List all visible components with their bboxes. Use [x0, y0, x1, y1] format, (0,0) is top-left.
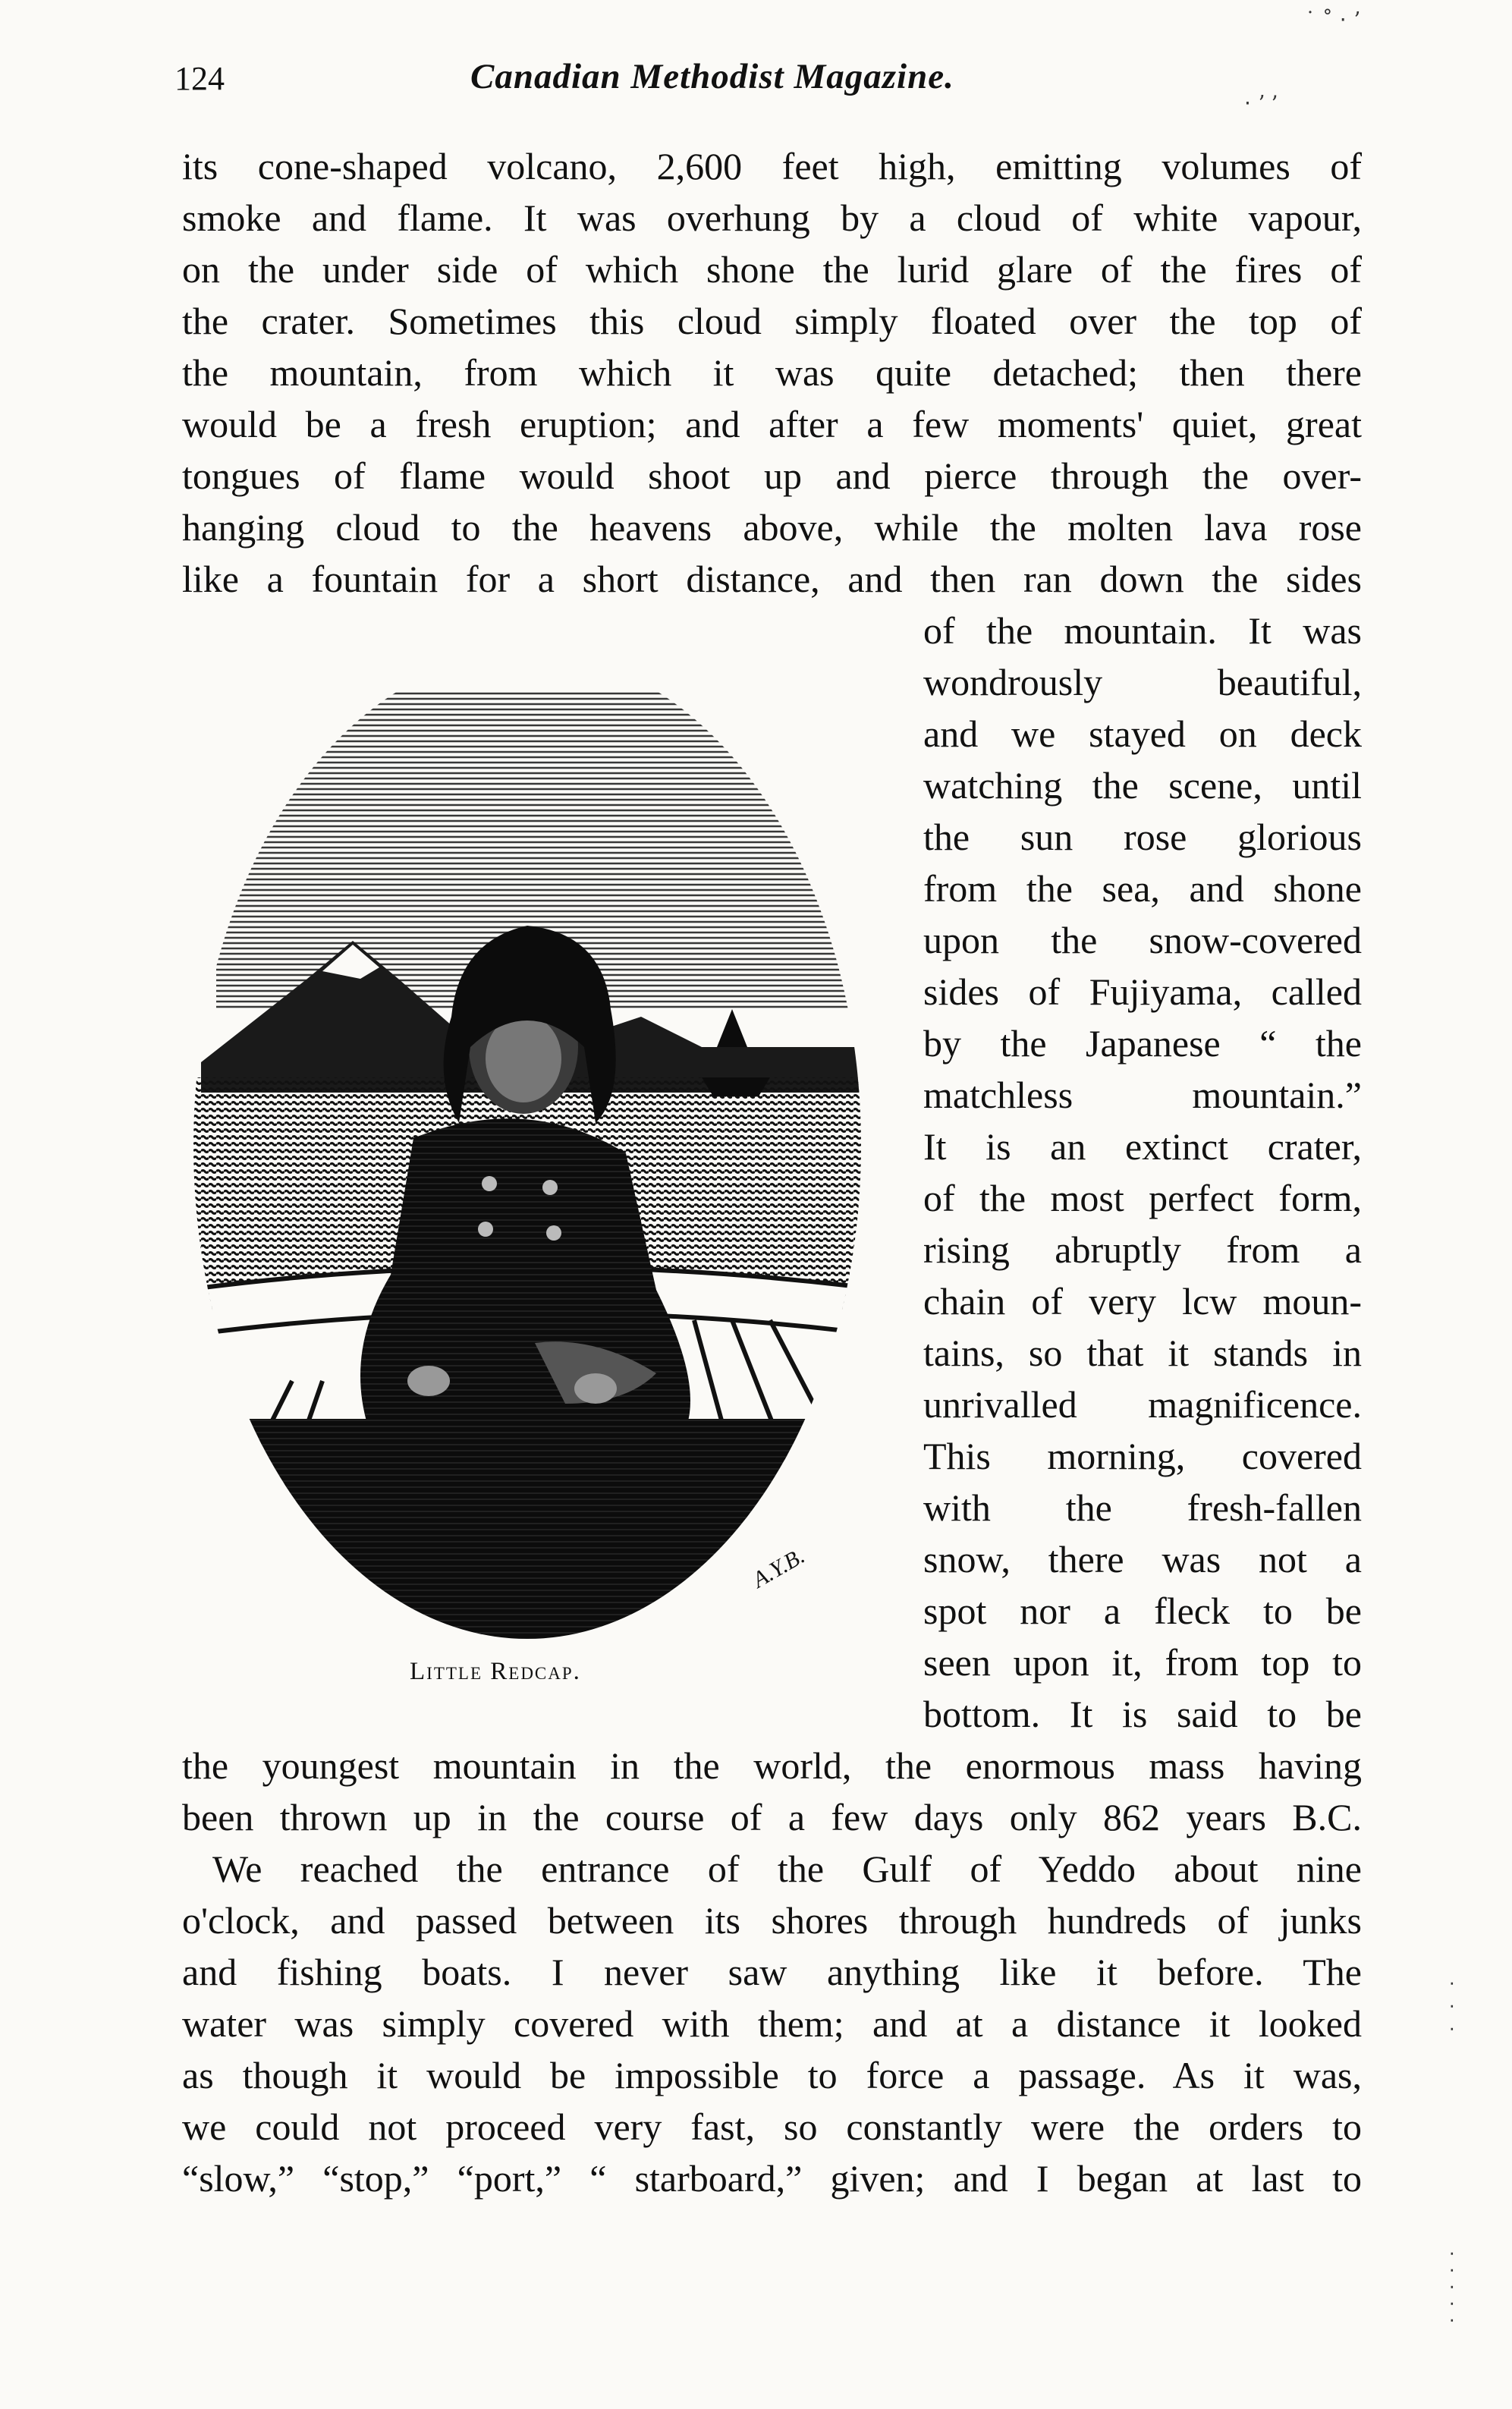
body-line: its cone-shaped volcano, 2,600 feet high, emitting volumes of — [182, 145, 1362, 187]
column-line: snow, there was not a — [923, 1538, 1362, 1580]
column-line: chain of very lcw moun- — [923, 1280, 1362, 1322]
body-line: smoke and flame. It was overhung by a cloud of white vapour, — [182, 197, 1362, 239]
body-line: “slow,” “stop,” “port,” “ starboard,” given; and I began at last to — [182, 2157, 1362, 2200]
little-redcap-engraving — [171, 622, 899, 1669]
body-line: and fishing boats. I never saw anything like it before. The — [182, 1951, 1362, 1993]
margin-dots: ‧ ‧ ‧ — [1449, 1973, 1455, 2040]
body-line: on the under side of which shone the lurid glare of the fires of — [182, 248, 1362, 291]
column-line: with the fresh-fallen — [923, 1486, 1362, 1529]
running-title: Canadian Methodist Magazine. — [470, 57, 954, 96]
body-line: been thrown up in the course of a few days only 862 years B.C. — [182, 1796, 1362, 1838]
body-line: tongues of flame would shoot up and pierce through the over- — [182, 454, 1362, 497]
column-line: upon the snow-covered — [923, 919, 1362, 961]
figure-caption: Little Redcap. — [410, 1658, 581, 1685]
column-line: of the mountain. It was — [923, 609, 1362, 652]
column-line: bottom. It is said to be — [923, 1693, 1362, 1735]
engraving-vignette — [171, 622, 899, 1669]
body-line: as though it would be impossible to force a passage. As it was, — [182, 2054, 1362, 2096]
body-line: the mountain, from which it was quite detached; then there — [182, 351, 1362, 394]
body-line: would be a fresh eruption; and after a few moments' quiet, great — [182, 403, 1362, 445]
stray-marks-top: ˙ ˚ ‧ ʼ — [1305, 8, 1360, 33]
body-line: we could not proceed very fast, so constantly were the orders to — [182, 2106, 1362, 2148]
column-line: tains, so that it stands in — [923, 1332, 1362, 1374]
body-line: water was simply covered with them; and at a distance it looked — [182, 2002, 1362, 2045]
column-line: seen upon it, from top to — [923, 1641, 1362, 1684]
page-header — [174, 53, 1358, 121]
column-line: It is an extinct crater, — [923, 1125, 1362, 1168]
column-line: matchless mountain.” — [923, 1074, 1362, 1116]
body-line: o'clock, and passed between its shores through hundreds of junks — [182, 1899, 1362, 1942]
column-line: spot nor a fleck to be — [923, 1590, 1362, 1632]
body-line: hanging cloud to the heavens above, while the molten lava rose — [182, 506, 1362, 549]
stray-marks: ‧ ʼ ’ — [1244, 91, 1278, 116]
column-line: of the most perfect form, — [923, 1177, 1362, 1219]
column-line: rising abruptly from a — [923, 1228, 1362, 1271]
body-line: the youngest mountain in the world, the enormous mass having — [182, 1744, 1362, 1787]
column-line: sides of Fujiyama, called — [923, 970, 1362, 1013]
column-line: and we stayed on deck — [923, 712, 1362, 755]
column-line: watching the scene, until — [923, 764, 1362, 807]
column-line: This morning, covered — [923, 1435, 1362, 1477]
page-number: 124 — [174, 60, 225, 97]
column-line: by the Japanese “ the — [923, 1022, 1362, 1065]
paragraph-first-line: We reached the entrance of the Gulf of Yeddo about nine — [212, 1848, 1362, 1890]
column-line: from the sea, and shone — [923, 867, 1362, 910]
body-line: the crater. Sometimes this cloud simply floated over the top of — [182, 300, 1362, 342]
artist-monogram: A.Y.B. — [748, 1543, 809, 1593]
column-line: wondrously beautiful, — [923, 661, 1362, 703]
body-line: like a fountain for a short distance, and then ran down the sides — [182, 558, 1362, 600]
column-line: unrivalled magnificence. — [923, 1383, 1362, 1426]
column-line: the sun rose glorious — [923, 816, 1362, 858]
margin-dots-lower: ‧ ‧ ‧ ‧ ‧ — [1449, 2244, 1455, 2332]
